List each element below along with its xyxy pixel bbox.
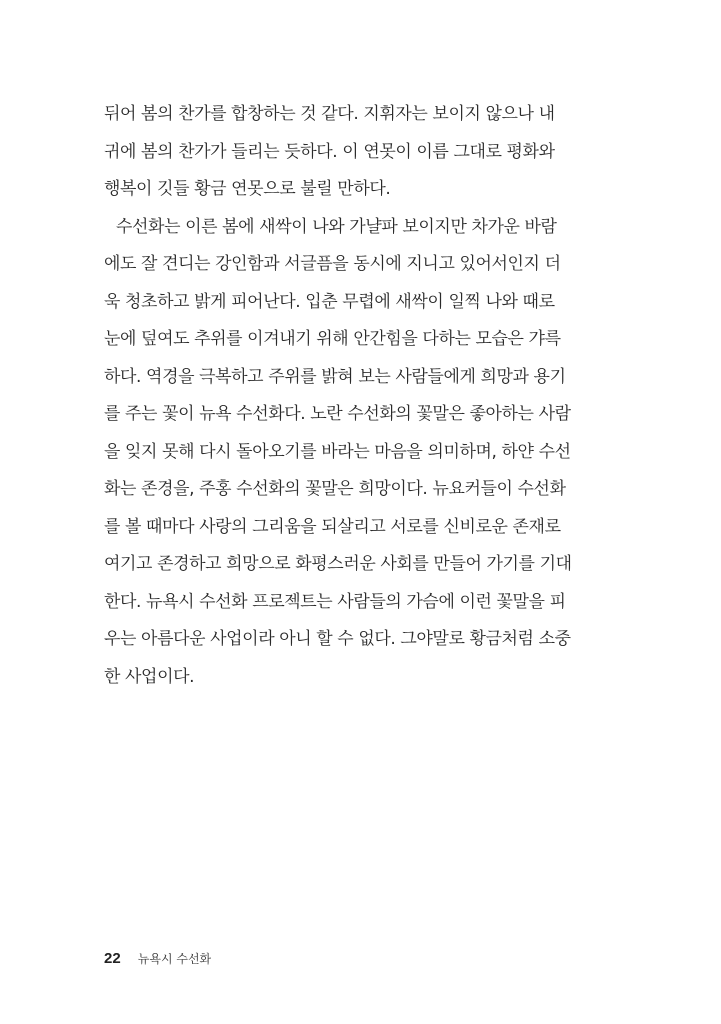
page-number: 22 xyxy=(104,950,121,967)
text-line: 행복이 깃들 황금 연못으로 불릴 만하다. xyxy=(104,179,391,199)
text-line: 를 주는 꽃이 뉴욕 수선화다. 노란 수선화의 꽃말은 좋아하는 사람 xyxy=(104,404,571,424)
text-line: 을 잊지 못해 다시 돌아오기를 바라는 마음을 의미하며, 하얀 수선 xyxy=(104,441,571,462)
page-footer xyxy=(104,947,211,969)
text-line: 를 볼 때마다 사랑의 그리움을 되살리고 서로를 신비로운 존재로 xyxy=(104,516,561,537)
text-line: 한다. 뉴욕시 수선화 프로젝트는 사람들의 가슴에 이런 꽃말을 피 xyxy=(104,591,566,612)
text-line: 뒤어 봄의 찬가를 합창하는 것 같다. 지휘자는 보이지 않으나 내 xyxy=(104,104,555,124)
text-line: 눈에 덮여도 추위를 이겨내기 위해 안간힘을 다하는 모습은 갸륵 xyxy=(104,329,561,349)
text-line: 화는 존경을, 주홍 수선화의 꽃말은 희망이다. 뉴요커들이 수선화 xyxy=(104,479,566,499)
body-text xyxy=(104,96,624,696)
text-line: 귀에 봄의 찬가가 들리는 듯하다. 이 연못이 이름 그대로 평화와 xyxy=(104,141,555,162)
text-line: 에도 잘 견디는 강인함과 서글픔을 동시에 지니고 있어서인지 더 xyxy=(104,254,561,274)
text-line: 욱 청초하고 밝게 피어난다. 입춘 무렵에 새싹이 일찍 나와 때로 xyxy=(104,291,555,312)
text-line: 하다. 역경을 극복하고 주위를 밝혀 보는 사람들에게 희망과 용기 xyxy=(104,366,566,387)
text-line: 여기고 존경하고 희망으로 화평스러운 사회를 만들어 가기를 기대 xyxy=(104,554,572,574)
text-line: 한 사업이다. xyxy=(104,666,195,687)
text-line: 우는 아름다운 사업이라 아니 할 수 없다. 그야말로 황금처럼 소중 xyxy=(104,629,571,649)
running-title: 뉴욕시 수선화 xyxy=(137,952,212,966)
paragraph-first-line: 수선화는 이른 봄에 새싹이 나와 가냘파 보이지만 차가운 바람 xyxy=(116,216,557,237)
